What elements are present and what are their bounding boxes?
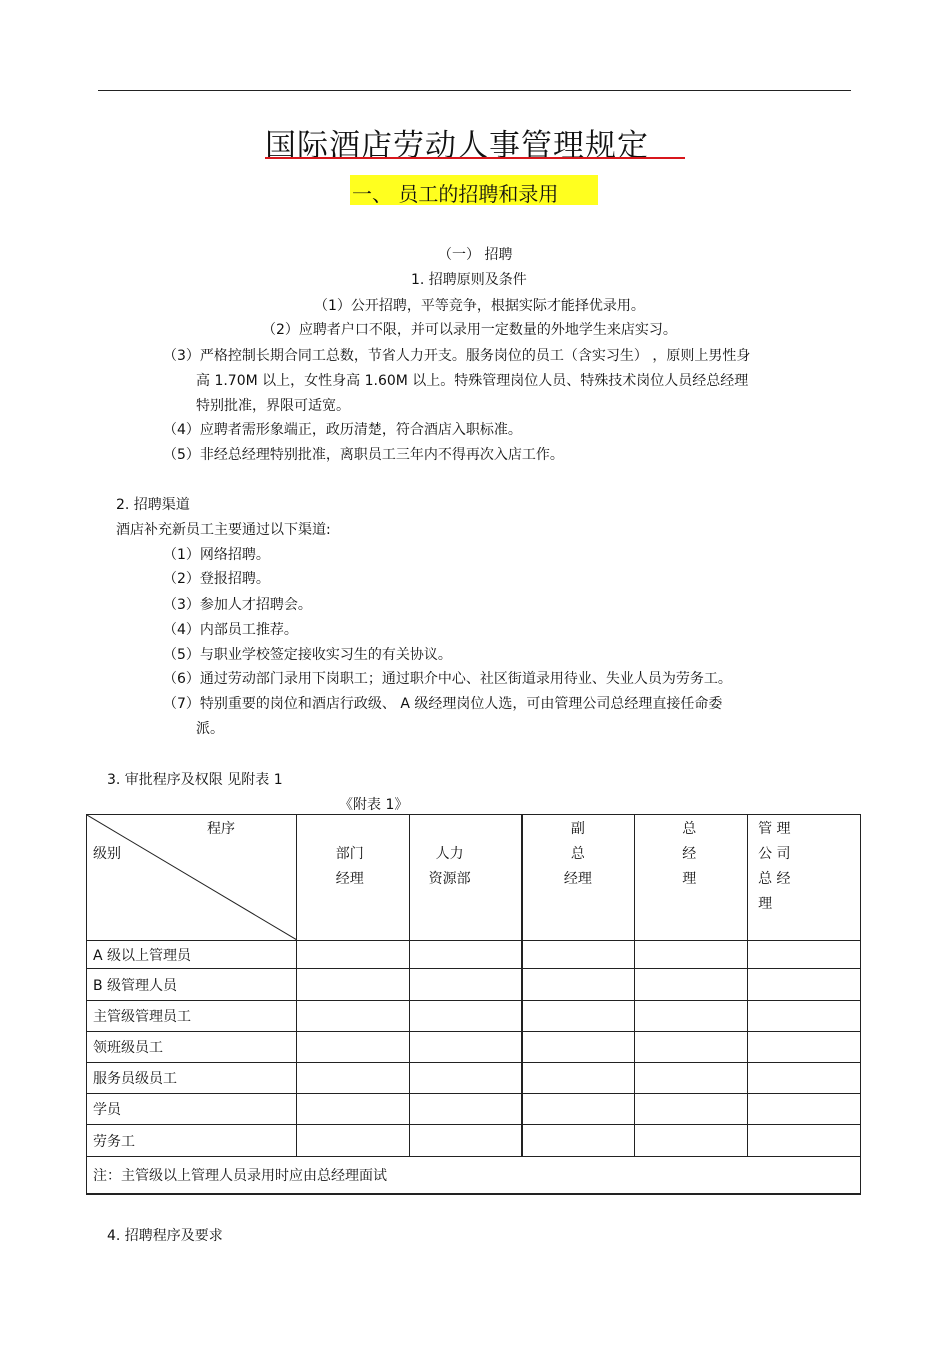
- header-deputy-gm: [522, 815, 635, 941]
- table-cell: [296, 1001, 409, 1032]
- table-cell: [296, 1125, 409, 1157]
- list-item-continuation: 特别批准，界限可适宽。: [196, 398, 350, 414]
- header-line: 人力: [435, 846, 464, 862]
- header-gm: [635, 815, 748, 941]
- list-item: （3）参加人才招聘会。: [163, 597, 312, 613]
- row-label: A 级以上管理员: [87, 941, 297, 969]
- list-item: （5）非经总经理特别批准，离职员工三年内不得再次入店工作。: [163, 447, 564, 463]
- table-cell: [296, 1032, 409, 1063]
- table-cell: [296, 1063, 409, 1094]
- table-cell: [748, 1063, 861, 1094]
- table-row: [87, 969, 861, 1001]
- table-cell: [409, 1032, 522, 1063]
- table-cell: [522, 1094, 635, 1125]
- section-4-heading: 4. 招聘程序及要求: [107, 1228, 223, 1244]
- header-line: 总: [570, 846, 585, 862]
- list-item: （4）应聘者需形象端正，政历清楚，符合酒店入职标准。: [163, 422, 522, 438]
- section-1-1-heading: 1. 招聘原则及条件: [411, 272, 527, 288]
- table-cell: [748, 1032, 861, 1063]
- header-line: 管 理: [758, 821, 791, 837]
- list-item: （2）登报招聘。: [163, 571, 270, 587]
- row-label: 主管级管理员工: [87, 1001, 297, 1032]
- header-line: 理: [682, 871, 697, 887]
- header-line: 资源部: [428, 871, 471, 887]
- table-cell: [635, 1032, 748, 1063]
- table-cell: [522, 1001, 635, 1032]
- table-row: [87, 1125, 861, 1157]
- table-cell: [522, 1063, 635, 1094]
- table-cell: [409, 969, 522, 1001]
- table-header-row: [87, 815, 861, 941]
- table-cell: [522, 1125, 635, 1157]
- table-cell: [409, 941, 522, 969]
- table-cell: [409, 1125, 522, 1157]
- list-item: （7）特别重要的岗位和酒店行政级、 A 级经理岗位人选，可由管理公司总经理直接任命委: [163, 696, 723, 712]
- list-item: （1）公开招聘，平等竞争，根据实际才能择优录用。: [314, 298, 645, 314]
- section-3-heading: 3. 审批程序及权限 见附表 1: [107, 772, 283, 788]
- table-note: 注：主管级以上管理人员录用时应由总经理面试: [87, 1157, 861, 1195]
- list-item: （1）网络招聘。: [163, 547, 270, 563]
- list-item-continuation: 派。: [196, 721, 224, 737]
- table-cell: [748, 1125, 861, 1157]
- header-mgmt-company-gm: [748, 815, 861, 941]
- document-title: 国际酒店劳动人事管理规定: [265, 128, 649, 164]
- row-label: 学员: [87, 1094, 297, 1125]
- table-cell: [748, 941, 861, 969]
- list-item-continuation: 高 1.70M 以上，女性身高 1.60M 以上。特殊管理岗位人员、特殊技术岗位人员经总经理: [196, 373, 749, 389]
- table-cell: [635, 1094, 748, 1125]
- table-cell: [748, 1001, 861, 1032]
- table-row: [87, 941, 861, 969]
- header-line: 经理: [563, 871, 592, 887]
- diagonal-header-cell: [87, 815, 297, 941]
- row-label: 服务员级员工: [87, 1063, 297, 1094]
- table-cell: [522, 969, 635, 1001]
- table-cell: [409, 1063, 522, 1094]
- table-cell: [748, 1094, 861, 1125]
- table-row: [87, 1094, 861, 1125]
- top-rule: [98, 90, 851, 91]
- section-2-heading: 2. 招聘渠道: [116, 497, 190, 513]
- header-level-label: 级别: [93, 846, 121, 862]
- list-item: （5）与职业学校签定接收实习生的有关协议。: [163, 647, 452, 663]
- header-hr-dept: [409, 815, 522, 941]
- header-line: 经理: [335, 871, 364, 887]
- table-cell: [635, 1063, 748, 1094]
- list-item: （4）内部员工推荐。: [163, 622, 298, 638]
- header-line: 副: [570, 821, 585, 837]
- table-cell: [635, 1125, 748, 1157]
- header-dept-manager: [296, 815, 409, 941]
- table-caption: 《附表 1》: [339, 797, 409, 813]
- row-label: 劳务工: [87, 1125, 297, 1157]
- approval-table: [86, 814, 861, 1195]
- diagonal-line: [87, 815, 297, 940]
- header-program-label: 程序: [207, 821, 235, 837]
- table-cell: [635, 969, 748, 1001]
- table-row: [87, 1063, 861, 1094]
- header-line: 理: [758, 896, 773, 912]
- section-1-heading: （一） 招聘: [438, 247, 513, 263]
- table-note-row: [87, 1157, 861, 1195]
- header-line: 公 司: [758, 846, 791, 862]
- table-cell: [296, 969, 409, 1001]
- table-cell: [522, 1032, 635, 1063]
- table-cell: [635, 1001, 748, 1032]
- table-cell: [409, 1001, 522, 1032]
- header-line: 总: [682, 821, 697, 837]
- table-cell: [296, 1094, 409, 1125]
- header-line: 总 经: [758, 871, 791, 887]
- chapter-heading: 一、 员工的招聘和录用: [352, 182, 559, 206]
- table-cell: [296, 941, 409, 969]
- table-cell: [748, 969, 861, 1001]
- title-underline: [265, 157, 685, 159]
- table-row: [87, 1001, 861, 1032]
- section-2-intro: 酒店补充新员工主要通过以下渠道:: [116, 522, 331, 538]
- list-item: （3）严格控制长期合同工总数，节省人力开支。服务岗位的员工（含实习生） ，原则上男性身: [163, 348, 751, 364]
- list-item: （2）应聘者户口不限，并可以录用一定数量的外地学生来店实习。: [262, 322, 677, 338]
- table-cell: [635, 941, 748, 969]
- row-label: 领班级员工: [87, 1032, 297, 1063]
- list-item: （6）通过劳动部门录用下岗职工；通过职介中心、社区街道录用待业、失业人员为劳务工。: [163, 671, 732, 687]
- row-label: B 级管理人员: [87, 969, 297, 1001]
- table-cell: [522, 941, 635, 969]
- table-cell: [409, 1094, 522, 1125]
- table-row: [87, 1032, 861, 1063]
- header-line: 部门: [335, 846, 364, 862]
- header-line: 经: [682, 846, 697, 862]
